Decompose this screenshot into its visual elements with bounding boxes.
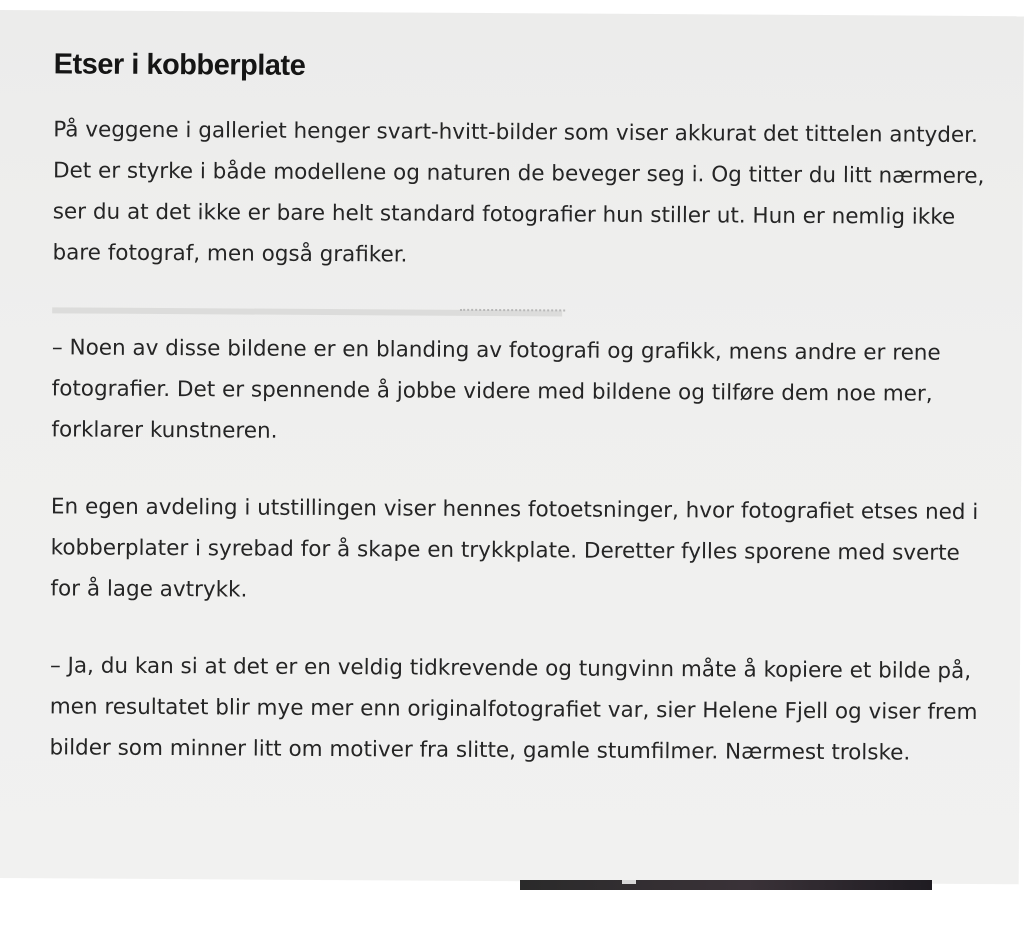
divider-dashed-mark xyxy=(460,309,565,314)
article-paragraph: – Noen av disse bildene er en blanding av fotografi og grafikk, mens andre er rene fotografier. Det er spennende å jobbe videre med bildene og tilføre dem noe mer, forklarer kunstneren. xyxy=(51,335,941,444)
article-paragraph: – Ja, du kan si at det er en veldig tidkrevende og tungvinn måte å kopiere et bilde på, men resultatet blir mye mer enn originalfotografiet var, sier Helene Fjell og viser frem bilder som minner litt om motiver fra slitte, gamle stumfilmer. Nærmest trolske. xyxy=(49,653,978,766)
image-edge-notch xyxy=(622,880,636,884)
article-body xyxy=(49,48,993,774)
article-paragraph: På veggene i galleriet henger svart-hvitt-bilder som viser akkurat det tittelen antyder. Det er styrke i både modellene og naturen de beveger seg i. Og titter du litt nærmere, ser du at det ikke er bare helt standard fotografier hun stiller ut. Hun er nemlig ikke bare fotograf, men også grafiker. xyxy=(52,117,985,268)
article-subheading: Etser i kobberplate xyxy=(53,48,306,82)
section-divider xyxy=(52,307,562,316)
image-top-edge xyxy=(520,880,932,890)
article-paragraph: En egen avdeling i utstillingen viser hennes fotoetsninger, hvor fotografiet etses ned i kobberplater i syrebad for å skape en trykkplate. Deretter fylles sporene med sverte for å lage avtrykk. xyxy=(50,494,979,603)
monitor-screen xyxy=(0,10,1024,884)
